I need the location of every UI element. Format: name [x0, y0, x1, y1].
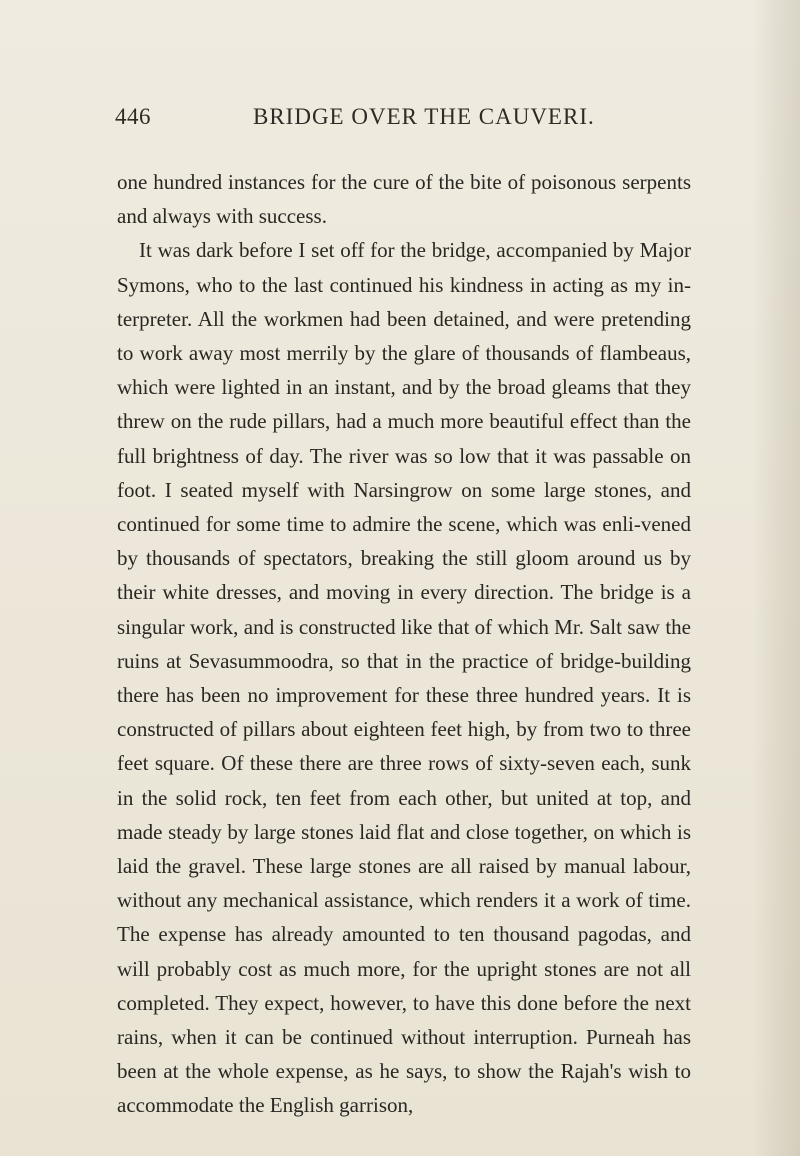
- paragraph-continuation: one hundred instances for the cure of the bite of poisonous serpents and always with success.: [117, 170, 691, 229]
- page-number: 446: [115, 104, 151, 129]
- body-text: [117, 165, 691, 1123]
- running-title: BRIDGE OVER THE CAUVERI.: [253, 104, 595, 129]
- running-header: [115, 104, 695, 134]
- paragraph-bridge-description: It was dark before I set off for the bridge, accompanied by Major Symons, who to the last continued his kindness in acting as my in-terpreter. All the workmen had been detained, and were pretending to work away most merrily by the glare of thousands of flambeaus, which were lighted in an instant, and by the broad gleams that they threw on the rude pillars, had a much more beautiful effect than the full brightness of day. The river was so low that it was passable on foot. I seated myself with Narsingrow on some large stones, and continued for some time to admire the scene, which was enli-vened by thousands of spectators, breaking the still gloom around us by their white dresses, and moving in every direction. The bridge is a singular work, and is constructed like that of which Mr. Salt saw the ruins at Sevasummoodra, so that in the practice of bridge-building there has been no improvement for these three hundred years. It is constructed of pillars about eighteen feet high, by from two to three feet square. Of these there are three rows of sixty-seven each, sunk in the solid rock, ten feet from each other, but united at top, and made steady by large stones laid flat and close together, on which is laid the gravel. These large stones are all raised by manual labour, without any mechanical assistance, which renders it a work of time. The expense has already amounted to ten thousand pagodas, and will probably cost as much more, for the upright stones are not all completed. They expect, however, to have this done before the next rains, when it can be continued without interruption. Purneah has been at the whole expense, as he says, to show the Rajah's wish to accommodate the English garrison,: [117, 238, 691, 1118]
